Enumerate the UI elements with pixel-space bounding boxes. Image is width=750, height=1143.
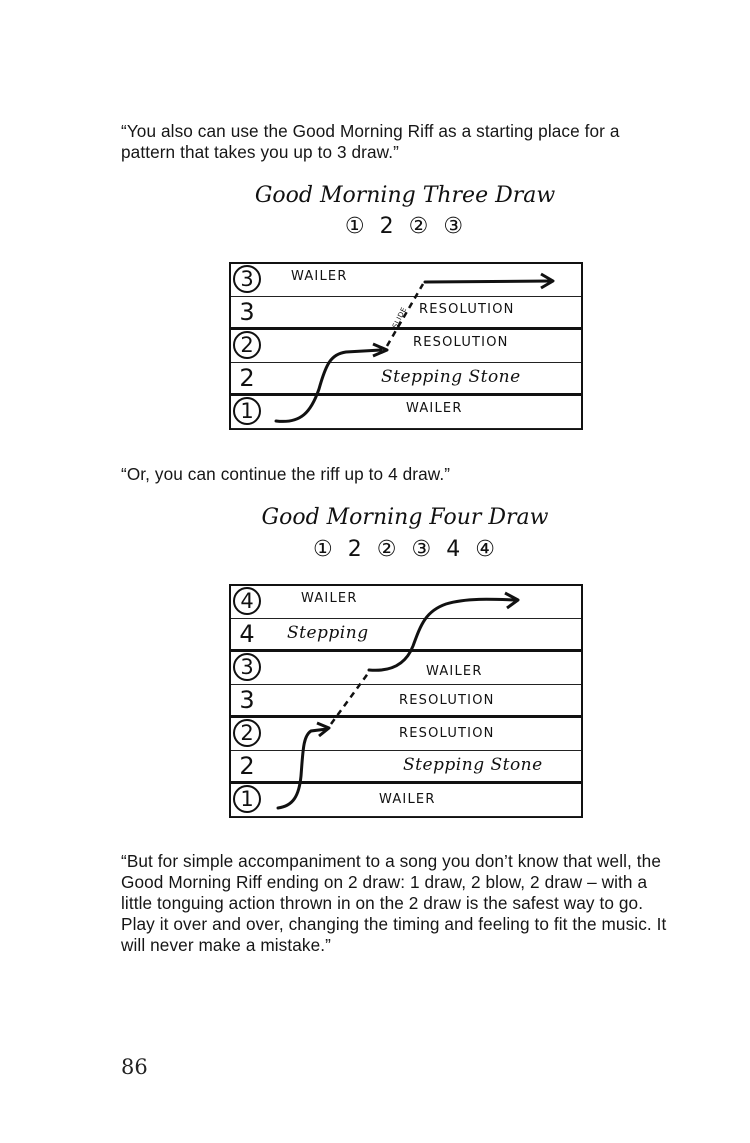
- row-label: RESOLUTION: [399, 693, 495, 708]
- notation-note: 2: [379, 214, 396, 239]
- hole-number-circled: 2: [233, 331, 261, 359]
- hole-number-circled: 3: [233, 653, 261, 681]
- intro-paragraph: “You also can use the Good Morning Riff as a starting place for a pattern that takes you up to 3 draw.”: [121, 121, 620, 162]
- notation-note: ①: [313, 537, 335, 562]
- notation-note: ③: [443, 214, 466, 239]
- diagram-row: [231, 619, 581, 652]
- page-number: 86: [121, 1055, 148, 1079]
- diagram-row: [231, 652, 581, 685]
- row-label: WAILER: [301, 591, 358, 606]
- closing-paragraph: “But for simple accompaniment to a song you don’t know that well, the Good Morning Riff ending on 2 draw: 1 draw, 2 blow, 2 draw – with a little tonguing action thrown in on the 2 draw is the safest way to go. Play it over and over, changing the timing and feeling to fit the music. It will never make a mistake.”: [121, 851, 667, 955]
- diagram-row: [231, 363, 581, 396]
- hole-number-circled: 2: [233, 719, 261, 747]
- notation-note: ③: [411, 537, 434, 562]
- hole-number-circled: 3: [233, 265, 261, 293]
- hole-number-circled: 1: [233, 785, 261, 813]
- hole-number-circled: 4: [233, 587, 261, 615]
- row-label: RESOLUTION: [413, 335, 509, 350]
- harmonica-diagram-three-draw: [229, 262, 583, 430]
- hole-number: 4: [239, 620, 255, 648]
- row-label: WAILER: [426, 664, 483, 679]
- diagram-row: [231, 784, 581, 817]
- hole-number: 3: [239, 298, 255, 326]
- harmonica-diagram-four-draw: [229, 584, 583, 818]
- row-label: Stepping Stone: [381, 367, 521, 387]
- diagram-row: [231, 685, 581, 718]
- hole-number-circled: 1: [233, 397, 261, 425]
- hole-number: 3: [239, 686, 255, 714]
- row-label: Stepping Stone: [403, 755, 543, 775]
- diagram-row: [231, 330, 581, 363]
- row-label: RESOLUTION: [419, 302, 515, 317]
- diagram-row: [231, 718, 581, 751]
- notation-note: ②: [408, 214, 431, 239]
- notation-note: 4: [446, 537, 463, 562]
- hole-number: 2: [239, 364, 255, 392]
- continue-paragraph: “Or, you can continue the riff up to 4 draw.”: [121, 464, 451, 484]
- row-label: RESOLUTION: [399, 726, 495, 741]
- row-label: WAILER: [406, 401, 463, 416]
- row-label: Stepping: [287, 623, 369, 643]
- hole-number: 2: [239, 752, 255, 780]
- notation-three-draw: [0, 214, 750, 239]
- notation-note: ②: [376, 537, 399, 562]
- row-label: WAILER: [379, 792, 436, 807]
- diagram-row: [231, 264, 581, 297]
- diagram-row: [231, 586, 581, 619]
- diagram-row: [231, 396, 581, 429]
- notation-four-draw: [0, 537, 750, 562]
- notation-note: ①: [344, 214, 367, 239]
- diagram-row: [231, 751, 581, 784]
- diagram-title-three-draw: Good Morning Three Draw: [254, 183, 556, 208]
- notation-note: 2: [347, 537, 364, 562]
- slide-label: SLIDE: [391, 305, 409, 330]
- row-label: WAILER: [291, 269, 348, 284]
- diagram-title-four-draw: Good Morning Four Draw: [261, 505, 549, 530]
- notation-note: ④: [475, 537, 497, 562]
